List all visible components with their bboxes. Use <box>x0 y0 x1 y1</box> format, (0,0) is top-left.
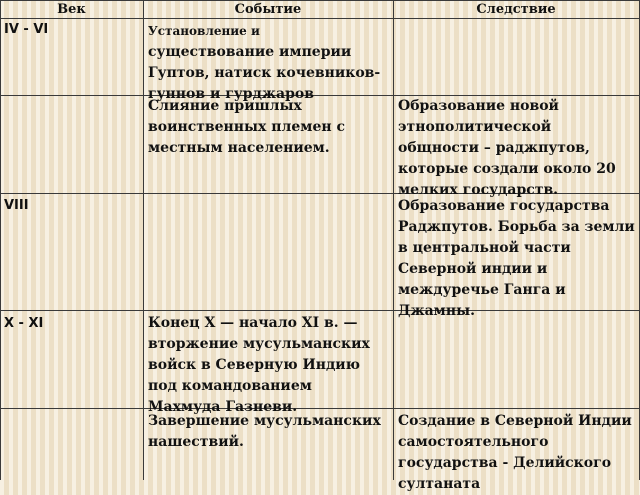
column-divider <box>143 0 144 480</box>
row-event <box>148 21 391 105</box>
column-divider <box>393 0 394 480</box>
row-consequence: Создание в Северной Индии самостоятельного государства - Делийского султаната <box>398 413 632 492</box>
row-event: Слияние пришлых воинственных племен с местным населением. <box>148 98 346 156</box>
row-consequence: Образование государства Раджпутов. Борьба за земли в центральной части Северной индии и междуречье Ганга и Джамны. <box>398 198 635 319</box>
header-consequence: Следствие <box>476 2 556 17</box>
header-century: Век <box>57 2 86 17</box>
row-century: VIII <box>4 198 29 213</box>
header-event: Событие <box>234 2 302 17</box>
row-event: Конец X — начало XI в. — вторжение мусульманских войск в Северную Индию под командованием Махмуда Газневи. <box>148 315 370 415</box>
event-first-line: Установление и <box>148 24 260 38</box>
row-century: IV - VI <box>4 22 49 37</box>
row-century: X - XI <box>4 316 44 331</box>
row-event: Завершение мусульманских нашествий. <box>148 413 381 450</box>
row-consequence: Образование новой этнополитической общности – раджпутов, которые создали около 20 мелких государств. <box>398 98 616 198</box>
event-rest: существование империи Гуптов, натиск кочевников-гуннов и гурджаров <box>148 44 381 102</box>
table-border-left <box>0 0 1 480</box>
header-divider <box>0 18 640 19</box>
table-border-top <box>0 0 640 1</box>
